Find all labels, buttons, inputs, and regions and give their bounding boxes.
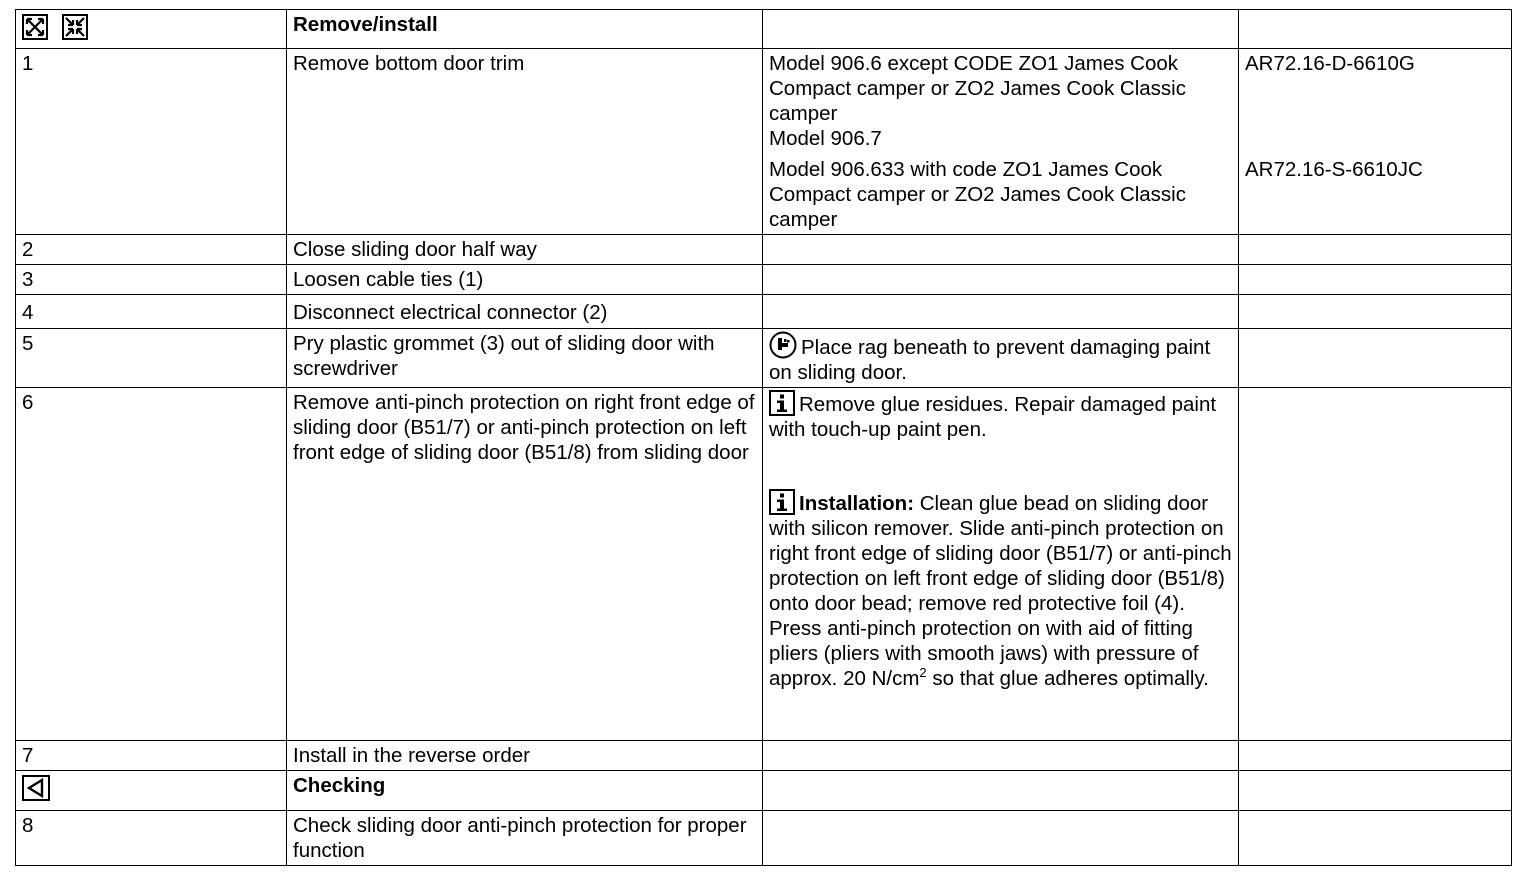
section-title-checking: Checking — [287, 771, 763, 811]
step-6-note-cell — [763, 388, 1239, 741]
empty-cell — [1239, 329, 1512, 388]
step-row-3 — [16, 265, 1512, 295]
installation-tail: so that glue adheres optimally. — [932, 667, 1209, 690]
step-row-2 — [16, 235, 1512, 265]
installation-text: Clean glue bead on sliding door with silicon remover. Slide anti-pinch protection on right front edge of sliding door (B51/7) or anti-pinch protection on left front edge of sliding door (B51/8) onto door bead; remove red protective foil (4). Press anti-pinch protection on with aid of fitting pliers (pliers with smooth jaws) with pressure of approx. 20 — [769, 492, 1232, 690]
remove-arrows-icon — [22, 14, 48, 40]
step-text: Close sliding door half way — [287, 235, 763, 265]
empty-cell — [1239, 771, 1512, 811]
reference-a: AR72.16-D-6610G — [1245, 52, 1415, 75]
step-number: 7 — [16, 741, 287, 771]
section-row-checking — [16, 771, 1512, 811]
info-note-1 — [769, 390, 1232, 442]
model-applicability-a2: Model 906.7 — [769, 127, 882, 150]
model-applicability-b: Model 906.633 with code ZO1 James Cook Compact camper or ZO2 James Cook Classic camper — [769, 158, 1186, 231]
step-row-1 — [16, 49, 1512, 235]
empty-cell — [1239, 741, 1512, 771]
caution-hand-icon — [769, 331, 797, 359]
reference-b: AR72.16-S-6610JC — [1245, 158, 1423, 181]
empty-cell — [1239, 235, 1512, 265]
section-icon-cell — [16, 771, 287, 811]
step-text: Loosen cable ties (1) — [287, 265, 763, 295]
procedure-table — [15, 9, 1512, 866]
section-row-remove-install — [16, 10, 1512, 49]
step-row-7 — [16, 741, 1512, 771]
step-row-5 — [16, 329, 1512, 388]
empty-cell — [763, 295, 1239, 329]
step-number: 8 — [16, 811, 287, 866]
step-number: 4 — [16, 295, 287, 329]
step-row-6 — [16, 388, 1512, 741]
checking-icon — [22, 775, 50, 801]
info-note-text: Remove glue residues. Repair damaged paint with touch-up paint pen. — [769, 393, 1217, 441]
info-note-installation — [769, 489, 1232, 691]
step-1-refs — [1239, 49, 1512, 235]
empty-cell — [763, 10, 1239, 49]
model-applicability-a: Model 906.6 except CODE ZO1 James Cook Compact camper or ZO2 James Cook Classic camper — [769, 52, 1186, 125]
step-row-4 — [16, 295, 1512, 329]
empty-cell — [763, 235, 1239, 265]
empty-cell — [763, 771, 1239, 811]
empty-cell — [1239, 811, 1512, 866]
empty-cell — [1239, 388, 1512, 741]
step-number: 1 — [16, 49, 287, 235]
pressure-unit — [872, 667, 927, 690]
empty-cell — [763, 741, 1239, 771]
step-text: Remove bottom door trim — [287, 49, 763, 235]
step-text: Disconnect electrical connector (2) — [287, 295, 763, 329]
info-icon — [769, 489, 795, 515]
empty-cell — [1239, 295, 1512, 329]
pressure-unit-base: N/cm — [871, 667, 920, 690]
empty-cell — [1239, 265, 1512, 295]
step-number: 6 — [16, 388, 287, 741]
step-number: 3 — [16, 265, 287, 295]
section-icons-cell — [16, 10, 287, 49]
empty-cell — [763, 811, 1239, 866]
step-text: Check sliding door anti-pinch protection for proper function — [287, 811, 763, 866]
install-arrows-icon — [62, 14, 88, 40]
caution-note-text: Place rag beneath to prevent damaging paint on sliding door. — [769, 336, 1211, 384]
empty-cell — [1239, 10, 1512, 49]
step-1-models — [763, 49, 1239, 235]
step-row-8 — [16, 811, 1512, 866]
pressure-unit-exponent: 2 — [919, 665, 927, 680]
step-number: 2 — [16, 235, 287, 265]
step-5-note-cell — [763, 329, 1239, 388]
step-text: Install in the reverse order — [287, 741, 763, 771]
empty-cell — [763, 265, 1239, 295]
section-title-remove-install: Remove/install — [287, 10, 763, 49]
step-text: Remove anti-pinch protection on right front edge of sliding door (B51/7) or anti-pinch protection on left front edge of sliding door (B51/8) from sliding door — [287, 388, 763, 741]
info-icon — [769, 390, 795, 416]
step-number: 5 — [16, 329, 287, 388]
step-text: Pry plastic grommet (3) out of sliding door with screwdriver — [287, 329, 763, 388]
installation-label: Installation: — [799, 492, 915, 515]
